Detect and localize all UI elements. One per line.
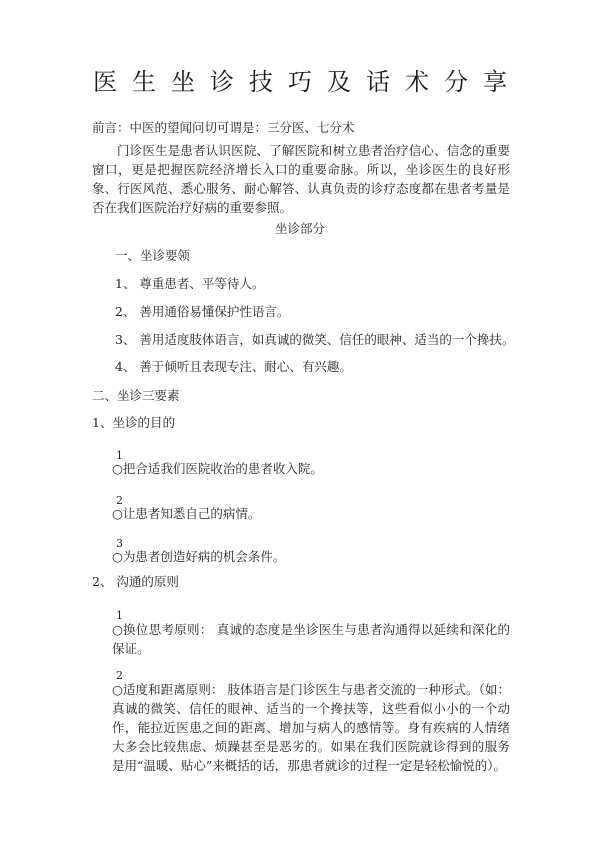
circle-marker: ○ [112,549,123,564]
intro-paragraph: 门诊医生是患者认识医院、了解医院和树立患者治疗信心、信念的重要窗口，更是把握医院经济增长入口的重要命脉。所以，坐诊医生的良好形象、行医风范、悉心服务、耐心解答、认真负责的诊疗态度都在患者考量是否在我们医院治疗好病的重要参照。 [92,143,510,215]
purpose-subheading: 1、坐诊的目的 [92,415,175,430]
document-title: 医生坐诊技巧及话术分享 [93,68,522,96]
principle-item [112,680,510,775]
purpose-text: 把合适我们医院收治的患者收入院。 [122,461,323,476]
item-number: 2 [116,669,123,682]
guideline-item: 2、 善用通俗易懂保护性语言。 [115,304,290,319]
item-number: 2 [116,494,123,507]
item-number: 1 [116,609,123,622]
guideline-item: 3、 善用适度肢体语言，如真诚的微笑、信任的眼神、适当的一个搀扶。 [115,332,515,347]
item-number: 3 [116,537,123,550]
purpose-item [112,549,285,565]
purpose-text: 让患者知悉自己的病情。 [122,506,261,521]
item-number: 1 [116,449,123,462]
guideline-item: 4、 善于倾听且表现专注、耐心、有兴趣。 [115,359,352,374]
section-heading: 坐诊部分 [274,221,325,236]
preface-line: 前言：中医的望闻问切可谓是：三分医、七分术 [92,120,355,135]
principle-text: 适度和距离原则： 肢体语言是门诊医生与患者交流的一种形式。（如：真诚的微笑、信任的眼神、适当的一个搀扶等，这些看似小小的一个动作，能拉近医患之间的距离、增加与病人的感情等。身有疾病的人情绪大多会比较焦虑、烦躁甚至是恶劣的。如果在我们医院就诊得到的服务是用“温暖、贴心”来概括的话，那患者就诊的过程一定是轻松愉悦的）。 [112,682,510,773]
principle-text: 换位思考原则： 真诚的态度是坐诊医生与患者沟通得以延续和深化的保证。 [112,622,510,656]
principle-item [112,620,510,658]
circle-marker: ○ [112,506,123,521]
purpose-item [112,461,323,477]
circle-marker: ○ [112,461,123,476]
part-two-heading: 二、坐诊三要素 [92,388,180,403]
principle-subheading: 2、 沟通的原则 [92,574,179,589]
circle-marker: ○ [112,622,124,637]
guideline-item: 1、 尊重患者、平等待人。 [115,276,265,291]
purpose-text: 为患者创造好病的机会条件。 [122,549,286,564]
part-one-heading: 一、坐诊要领 [115,248,191,263]
purpose-item [112,506,260,522]
circle-marker: ○ [112,682,123,697]
